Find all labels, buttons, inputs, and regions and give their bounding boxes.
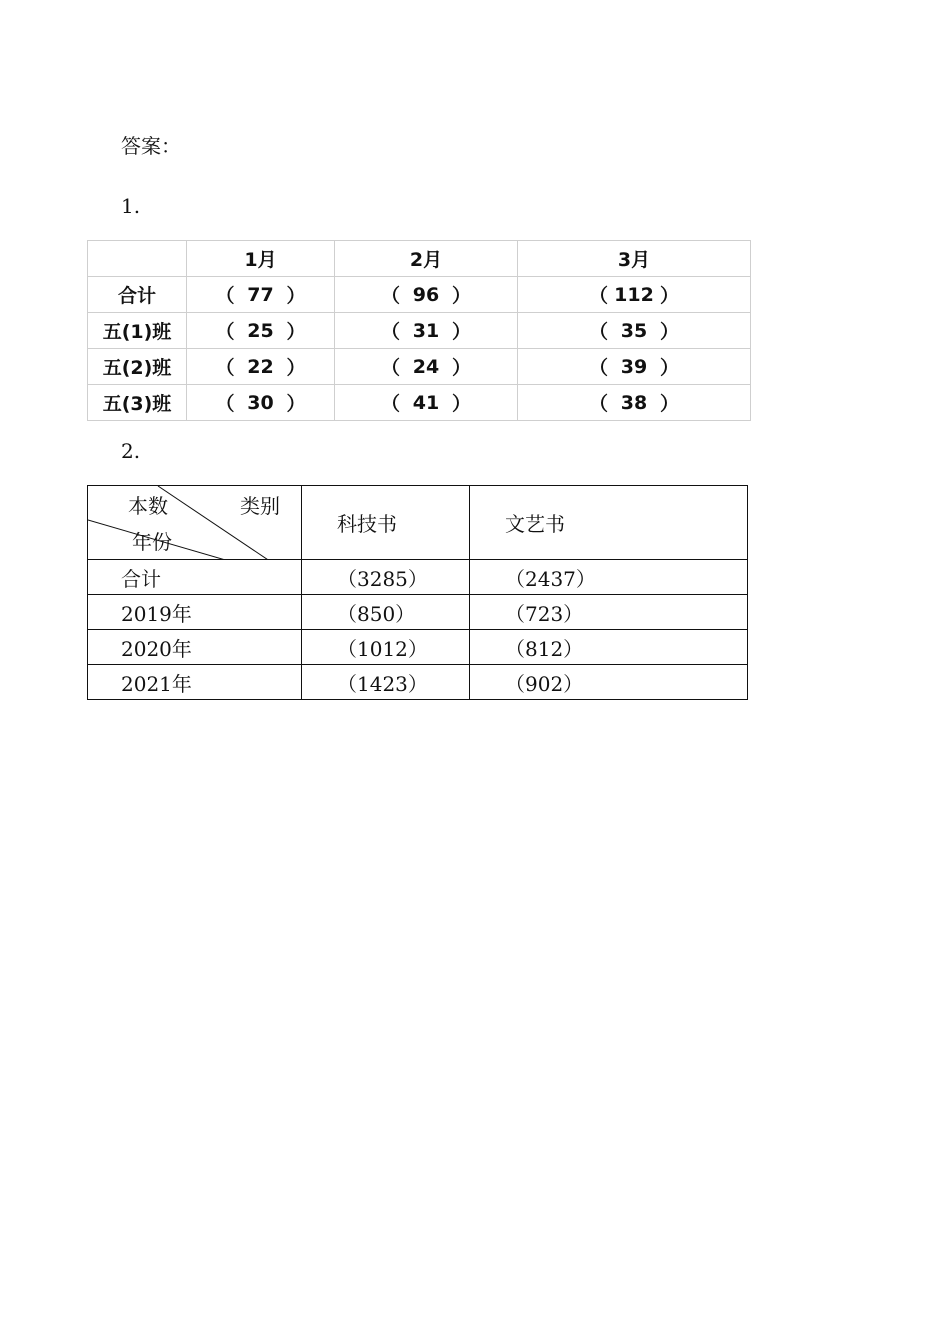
table-header-row	[88, 241, 751, 277]
row-label: 2020年	[88, 630, 302, 665]
answer-cell: （ 77 ）	[187, 277, 335, 313]
header-cell: 科技书	[302, 486, 470, 560]
header-cell: 3月	[518, 241, 751, 277]
table-row	[88, 349, 751, 385]
table-row	[88, 630, 748, 665]
diagonal-line-2	[88, 520, 301, 559]
corner-label-top-right: 类别	[240, 494, 280, 518]
row-label: 2019年	[88, 595, 302, 630]
answer-cell: （1012）	[302, 630, 470, 665]
answer-cell: （723）	[470, 595, 748, 630]
answer-cell: （ 96 ）	[335, 277, 518, 313]
answer-cell: （ 112 ）	[518, 277, 751, 313]
table-row	[88, 665, 748, 700]
row-label: 五(1)班	[88, 313, 187, 349]
table-row	[88, 560, 748, 595]
answer-cell: （ 22 ）	[187, 349, 335, 385]
answer-cell: （1423）	[302, 665, 470, 700]
row-label: 合计	[88, 277, 187, 313]
header-cell: 1月	[187, 241, 335, 277]
question-1-label: 1.	[121, 194, 141, 218]
answer-cell: （2437）	[470, 560, 748, 595]
table-row	[88, 595, 748, 630]
answer-heading: 答案：	[121, 134, 181, 158]
answer-cell: （ 25 ）	[187, 313, 335, 349]
corner-label-top-left: 本数	[128, 494, 168, 518]
row-label: 五(3)班	[88, 385, 187, 421]
answer-cell: （ 30 ）	[187, 385, 335, 421]
table-row	[88, 385, 751, 421]
answer-cell: （ 39 ）	[518, 349, 751, 385]
answer-cell: （812）	[470, 630, 748, 665]
monthly-total-table	[87, 240, 751, 421]
corner-label-bottom-left: 年份	[132, 530, 172, 554]
answer-cell: （ 35 ）	[518, 313, 751, 349]
answer-cell: （ 38 ）	[518, 385, 751, 421]
table-row	[88, 277, 751, 313]
book-count-table	[87, 485, 748, 700]
header-cell	[88, 241, 187, 277]
row-label: 2021年	[88, 665, 302, 700]
header-cell: 2月	[335, 241, 518, 277]
answer-cell: （ 31 ）	[335, 313, 518, 349]
answer-cell: （ 24 ）	[335, 349, 518, 385]
diagonal-header-cell	[88, 486, 302, 560]
table-header-row	[88, 486, 748, 560]
answer-cell: （ 41 ）	[335, 385, 518, 421]
row-label: 合计	[88, 560, 302, 595]
answer-cell: （3285）	[302, 560, 470, 595]
header-cell: 文艺书	[470, 486, 748, 560]
question-2-label: 2.	[121, 439, 141, 463]
table-row	[88, 313, 751, 349]
row-label: 五(2)班	[88, 349, 187, 385]
answer-cell: （902）	[470, 665, 748, 700]
answer-cell: （850）	[302, 595, 470, 630]
